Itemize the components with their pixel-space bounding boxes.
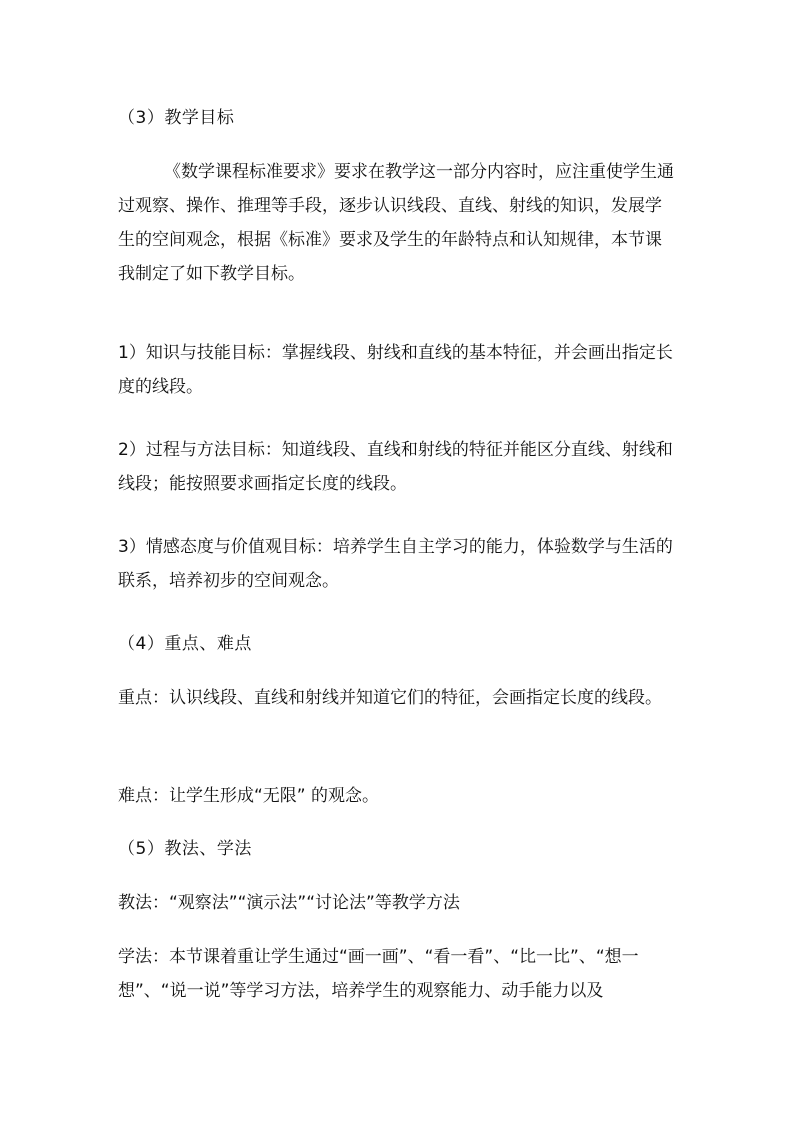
section3-heading: （3）教学目标 [118,108,235,128]
section5-heading: （5）教法、学法 [118,839,252,859]
section4-heading: （4）重点、难点 [118,634,252,654]
teaching-method-paragraph: 教法：“观察法”“演示法”“讨论法”等教学方法 [118,893,460,913]
goal1-paragraph: 1）知识与技能目标：掌握线段、射线和直线的基本特征，并会画出指定长度的线段。 [118,343,673,397]
goal2-paragraph: 2）过程与方法目标：知道线段、直线和射线的特征并能区分直线、射线和线段；能按照要求画指定长度的线段。 [118,440,673,494]
section3-intro-paragraph: 《数学课程标准要求》要求在教学这一部分内容时，应注重使学生通过观察、操作、推理等手段，逐步认识线段、直线、射线的知识，发展学生的空间观念，根据《标准》要求及学生的年龄特点和认知规律，本节课我制定了如下教学目标。 [118,162,674,284]
difficult-point-paragraph: 难点：让学生形成“无限” 的观念。 [118,786,380,806]
key-point-paragraph: 重点：认识线段、直线和射线并知道它们的特征，会画指定长度的线段。 [118,688,662,708]
goal3-paragraph: 3）情感态度与价值观目标：培养学生自主学习的能力，体验数学与生活的联系，培养初步的空间观念。 [118,537,673,591]
learning-method-paragraph: 学法：本节课着重让学生通过“画一画”、“看一看”、“比一比”、“想一想”、“说一说”等学习方法，培养学生的观察能力、动手能力以及 [118,947,639,1001]
